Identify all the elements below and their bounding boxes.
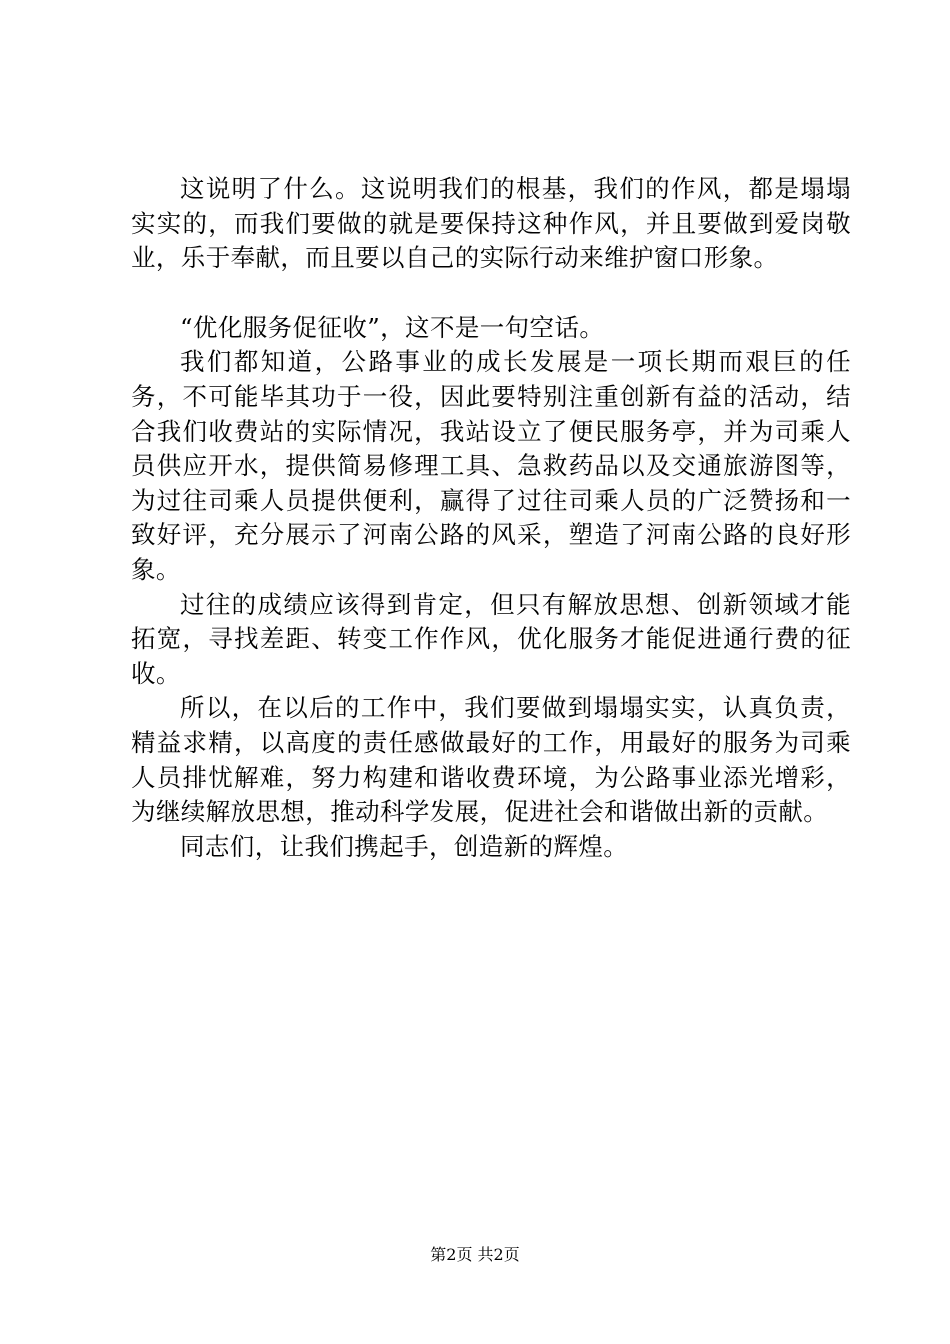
paragraph-5: 所以，在以后的工作中，我们要做到塌塌实实，认真负责，精益求精，以高度的责任感做最好的工作，用最好的服务为司乘人员排忧解难，努力构建和谐收费环境，为公路事业添光增彩，为继续解放思想，推动科学发展，促进社会和谐做出新的贡献。 (131, 693, 851, 827)
paragraph-2: “优化服务促征收”，这不是一句空话。 (180, 312, 605, 342)
paragraph-1: 这说明了什么。这说明我们的根基，我们的作风，都是塌塌实实的，而我们要做的就是要保持这种作风，并且要做到爱岗敬业，乐于奉献，而且要以自己的实际行动来维护窗口形象。 (131, 174, 851, 273)
paragraph-gap (131, 276, 851, 311)
body-text (131, 172, 851, 864)
paragraph-6: 同志们，让我们携起手，创造新的辉煌。 (180, 831, 629, 861)
paragraph-3: 我们都知道，公路事业的成长发展是一项长期而艰巨的任务，不可能毕其功于一役，因此要特别注重创新有益的活动，结合我们收费站的实际情况，我站设立了便民服务亭，并为司乘人员供应开水，提供简易修理工具、急救药品以及交通旅游图等，为过往司乘人员提供便利，赢得了过往司乘人员的广泛赞扬和一致好评，充分展示了河南公路的风采，塑造了河南公路的良好形象。 (131, 347, 851, 584)
page-number-footer: 第2页 共2页 (430, 1245, 520, 1264)
paragraph-4: 过往的成绩应该得到肯定，但只有解放思想、创新领域才能拓宽，寻找差距、转变工作作风，优化服务才能促进通行费的征收。 (131, 589, 851, 688)
